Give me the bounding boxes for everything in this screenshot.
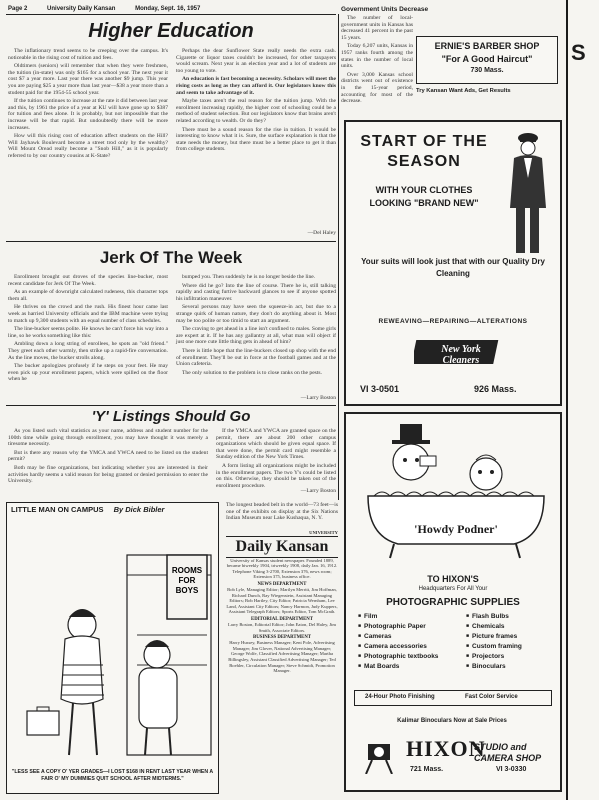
page-number: Page 2 bbox=[8, 6, 28, 12]
ad-cleaners-services: REWEAVING—REPAIRING—ALTERATIONS bbox=[378, 318, 528, 325]
masthead-info: University of Kansas student newspaper. Founded 1889, became biweekly 1904, triweekly 1908, daily Jan. 16, 1912. Telephone Viking 3-2700, Extension 376, news room; Extension 375, business office. bbox=[226, 557, 338, 580]
cartoon-byline: By Dick Bibler bbox=[113, 505, 165, 514]
cartoon-caption: "LESS SEE A COPY O' YER GRADES—I LOST $168 IN RENT LAST YEAR WHEN A FAIR O' MY DUMMIES QUIT SCHOOL AFTER MIDTERMS." bbox=[11, 769, 214, 782]
supply-list-item: ■ Camera accessories bbox=[358, 642, 438, 652]
new-york-cleaners-logo: New York Cleaners bbox=[414, 332, 504, 374]
issue-date: Monday, Sept. 16, 1957 bbox=[135, 6, 201, 12]
ad-new-york-cleaners bbox=[344, 120, 562, 406]
adjacent-page-edge: S bbox=[568, 0, 599, 800]
ad-hixon-line3: PHOTOGRAPHIC SUPPLIES bbox=[386, 597, 520, 608]
supply-list-item: ■ Photographic Paper bbox=[358, 622, 438, 632]
ad-cleaners-phone: VI 3-0501 bbox=[360, 384, 400, 394]
cartoon-little-man-on-campus bbox=[6, 502, 219, 794]
editorial1-paragraph: An education is fast becoming a necessity. Scholars will meet the rising costs as long as they can afford it. Our legislators know this and seem to take advantage of it. bbox=[176, 76, 336, 96]
supply-list-item: ■ Photographic textbooks bbox=[358, 652, 438, 662]
editorial1-paragraph: How will this rising cost of education affect students on the Hill? Will Jayhawk Boulevard become a street trod only by the wealthy? Will Mount Oread really become a "Snob Hill," as it is popularly referred to by our country cousins at K-State? bbox=[8, 133, 168, 159]
ernie-slogan: "For A Good Haircut" bbox=[441, 54, 533, 64]
supply-list-item: ■ Picture frames bbox=[466, 632, 522, 642]
editorial1-paragraph: Oldtimers (seniors) will remember that when they were freshmen, the tuition (in-state) was only $165 for a school year. The next year it cost $7 a year more. Last year there was another $9 jump. This year you are paying $25 a year more than last year—$38 a year more than a student paid for the 1954-55 school year. bbox=[8, 63, 168, 96]
editorial3-paragraph: As you listed such vital statistics as your name, address and student number for the 100th time while going through enrollment, you may have thought it was merely a tiresome necessity. bbox=[8, 428, 208, 448]
editorial2-paragraph: The line-bucker seems polite. He knows he can't force his way into a line, so he works something like this: bbox=[8, 326, 169, 339]
cartoon-sign-text: ROOMS FOR BOYS bbox=[171, 566, 203, 595]
supply-list-item: ■ Chemicals bbox=[466, 622, 522, 632]
masthead bbox=[226, 530, 338, 674]
editorial2-paragraph: Ambling down a long string of enrollees, he spots an "old friend." They greet each other warmly, then strike up a rapid-fire conversation. As the line moves, the bucker strolls along. bbox=[8, 341, 168, 361]
beaded-belt-fact: The longest beaded belt in the world—73 feet—is one of the exhibits on display at the Six Nations Indian Museum near Lake Kushaqua, N. Y. bbox=[226, 502, 339, 522]
ad-hixon-phone: VI 3-0330 bbox=[496, 766, 527, 773]
ad-cleaners-body: Your suits will look just that with our Quality Dry Cleaning bbox=[361, 257, 545, 278]
editorial2-paragraph: The only solution to the problem is to close ranks on the pests. bbox=[182, 369, 322, 376]
editorial3-paragraph: But is there any reason why the YMCA and YWCA need to be listed on the student permit? bbox=[8, 449, 208, 463]
editorial2-paragraph: He thrives on the crowd and the rush. His finest hour came last week as harried University officials and the IBM machine were trying to match up 9,300 students with an equal number of class schedules. bbox=[8, 304, 168, 324]
editorial-title-y-listings: 'Y' Listings Should Go bbox=[91, 408, 251, 425]
ad-hixon-studio-line: STUDIO and CAMERA SHOP bbox=[474, 742, 542, 763]
supply-list-item: ■ Binoculars bbox=[466, 662, 522, 672]
page-header bbox=[8, 6, 218, 12]
ernie-name: ERNIE'S BARBER SHOP bbox=[434, 41, 540, 51]
masthead-name: Daily Kansan bbox=[226, 536, 338, 558]
editorial2-left-column bbox=[8, 274, 168, 385]
sidebar-text bbox=[341, 15, 413, 107]
news-department-staff: Bob Lyle, Managing Editor; Marilyn Merritt, Jim Hoffman, Richard Dunch, Ray Wiegenstein, Assistant Managing Editors; Bob Hartley, City Editor; Patricia Wernham, Lee Land, Assistant City Editors; Nancy Harmon, Judy Kuppers, Assistant Telegraph Editors; Sports Editor, Tom McGrath. bbox=[226, 586, 338, 615]
editorial2-paragraph: The craving to get ahead in a line isn't confined to males. Some girls are expert at it. If he has any gallantry at all, what man will object if just one more cute little thing gets in ahead of him? bbox=[176, 326, 336, 346]
cartoon-title: LITTLE MAN ON CAMPUS By Dick Bibler bbox=[11, 505, 165, 514]
bathtub-illustration bbox=[348, 418, 558, 568]
editorial2-signature: —Larry Boston bbox=[300, 395, 336, 401]
editorial3-signature: —Larry Boston bbox=[300, 488, 336, 494]
supply-list-item: ■ Custom framing bbox=[466, 642, 522, 652]
editorial1-right-column bbox=[176, 48, 336, 155]
editorial1-paragraph: Perhaps the dear Sunflower State really needs the extra cash. Cigarette or liquor taxes couldn't be increased, for other taxpayers would scream. Next year is an election year and a lot of students are too young to vote. bbox=[176, 48, 336, 74]
sidebar-paragraph: The number of local-government units in Kansas has decreased 41 percent in the past 15 years. bbox=[341, 15, 413, 41]
man-in-suit-illustration bbox=[498, 128, 554, 258]
business-department-staff: Harry Hussey, Business Manager; Kent Pole, Advertising Manager; Jim Glover, National Advertising Manager; George Wolfe, Classified Advertising Manager; Martha Billingsley, Assistant Classified Advertising Manager; Ted Boehler, Circulation Manager; Steve Schmidt, Promotion Manager. bbox=[228, 640, 336, 674]
supply-list-item: ■ Mat Boards bbox=[358, 662, 438, 672]
editorial1-left-column bbox=[8, 48, 168, 162]
editorial-department-staff: Larry Boston, Editorial Editor; John Eaton, Del Haley, Jim Smith, Associate Editors. bbox=[227, 621, 337, 633]
business-department-title: BUSINESS DEPARTMENT bbox=[253, 635, 311, 641]
ad-hixon-binoculars: Kalimar Binoculars Now at Sale Prices bbox=[397, 718, 507, 724]
sidebar-paragraph: Over 3,000 Kansas school districts went out of existence in the 15-year period, accounting for most of the decrease. bbox=[341, 71, 413, 105]
editorial2-paragraph: bumped you. Then suddenly he is no longer beside the line. bbox=[182, 274, 316, 280]
editorial3-left-column bbox=[8, 428, 208, 487]
supply-list-item: ■ Projectors bbox=[466, 652, 522, 662]
editorial2-right-column bbox=[176, 274, 336, 378]
editorial1-paragraph: The inflationary trend seems to be creeping over the campus. It's noticeable in the rising cost of tuition and fees. bbox=[8, 48, 168, 61]
supply-list-item: ■ Cameras bbox=[358, 632, 438, 642]
editorial-department-title: EDITORIAL DEPARTMENT bbox=[251, 616, 313, 622]
editorial3-paragraph: A form listing all organizations might be included in the enrollment papers. The two Y's could be listed on this. Otherwise, they should be taken out of the enrollment procedure. bbox=[216, 462, 336, 489]
service-photo-finishing: 24-Hour Photo Finishing bbox=[365, 694, 435, 700]
editorial2-paragraph: There is little hope that the line-buckers closed up shop with the end of enrollment. They'll be out in force at the football games and at the Union cafeteria. bbox=[176, 347, 336, 368]
ad-cleaners-headline: START OF THE SEASON bbox=[360, 133, 488, 170]
ad-cleaners-address: 926 Mass. bbox=[474, 384, 517, 394]
editorial-title-higher-education: Higher Education bbox=[88, 20, 254, 42]
ad-hixon-address: 721 Mass. bbox=[410, 766, 444, 773]
photographer-icon bbox=[360, 734, 400, 774]
editorial1-paragraph: If the tuition continues to increase at the rate it did between last year and this, by 1961 the price of a year at KU will have gone up to $387 for tuition and fees alone. It is probably, but not impossible that the increase will be that rapid. But undoubtedly there will be more increases. bbox=[8, 98, 168, 131]
paper-name: University Daily Kansan bbox=[47, 6, 116, 12]
news-department-title: NEWS DEPARTMENT bbox=[257, 581, 307, 587]
ad-hixon-studio bbox=[344, 412, 562, 792]
ad-hixon-line2: Headquarters For All Your bbox=[418, 586, 488, 592]
editorial1-signature: —Del Haley bbox=[307, 230, 336, 236]
ernie-address: 730 Mass. bbox=[470, 67, 504, 74]
editorial1-paragraph: There must be a sound reason for the rise in tuition. It would be interesting to know what it is. Sure, the surface explanation is that the state needs the money, but there must be a better place to get it than from college students. bbox=[176, 126, 336, 153]
editorial2-paragraph: Enrollment brought out droves of the species line-bucker, most recent candidate for Jerk Of The Week. bbox=[8, 274, 168, 287]
ad-cleaners-subhead: WITH YOUR CLOTHES LOOKING "BRAND NEW" bbox=[369, 185, 479, 208]
ad-hixon-name: HIXON bbox=[406, 736, 486, 761]
editorial1-paragraph: Maybe taxes aren't the real reason for the tuition jump. With the enrollment increasing rapidly, the higher cost of schooling could be a method of student selection. But our legislators know that brains aren't related according to wealth. Or do they? bbox=[176, 98, 336, 124]
masthead-label: UNIVERSITY bbox=[309, 530, 338, 535]
ad-ernies-barber-shop bbox=[416, 36, 558, 84]
editorial2-paragraph: Several persons may have seen the squeeze-in act, but due to a strange quirk of human nature, they don't do anything about it. Most may be too polite or too timid to start an argument. bbox=[176, 304, 336, 324]
cartoon-illustration bbox=[7, 515, 218, 770]
editorial3-paragraph: Both may be fine organizations, but indicating whether you are interested in their activities hardly seems a valid reason for being granted or denied permission to enter the University. bbox=[8, 464, 208, 485]
editorial2-paragraph: Where did he go? Into the line of course. There he is, still talking rapidly and casting furtive backward glances to see if anyone spotted his infiltration maneuver. bbox=[176, 282, 336, 302]
ad-hixon-line1: TO HIXON'S bbox=[427, 574, 479, 584]
editorial3-right-column bbox=[216, 428, 336, 491]
ad-hixon-services bbox=[354, 690, 552, 706]
supply-list-item: ■ Flash Bulbs bbox=[466, 612, 522, 622]
editorial2-paragraph: As an example of downright calculated rudeness, this character tops them all. bbox=[8, 289, 168, 302]
editorial3-paragraph: If the YMCA and YWCA are granted space on the permit, there are about 200 other campus organizations which should be given equal space. If that were done, the permit card might resemble a Sunday edition of the New York Times. bbox=[216, 428, 336, 461]
sidebar-tagline: Try Kansan Want Ads, Get Results bbox=[416, 88, 511, 94]
service-color: Fast Color Service bbox=[465, 694, 518, 700]
supply-list-item: ■ Film bbox=[358, 612, 438, 622]
sidebar-paragraph: Today 6,207 units, Kansas in 1957 ranks fourth among the states in the number of local units. bbox=[341, 43, 413, 70]
ad-hixon-left-list bbox=[358, 612, 438, 672]
sidebar-title: Government Units Decrease bbox=[341, 6, 429, 13]
ad-hixon-right-list bbox=[466, 612, 522, 672]
editorial-title-jerk-of-the-week: Jerk Of The Week bbox=[99, 248, 243, 267]
ad-hixon-slogan: 'Howdy Podner' bbox=[414, 522, 498, 536]
editorial2-paragraph: The bucker apologizes profusely if he steps on your feet. He may even pick up your enrollment papers, which were spilled on the floor when he bbox=[8, 363, 168, 383]
